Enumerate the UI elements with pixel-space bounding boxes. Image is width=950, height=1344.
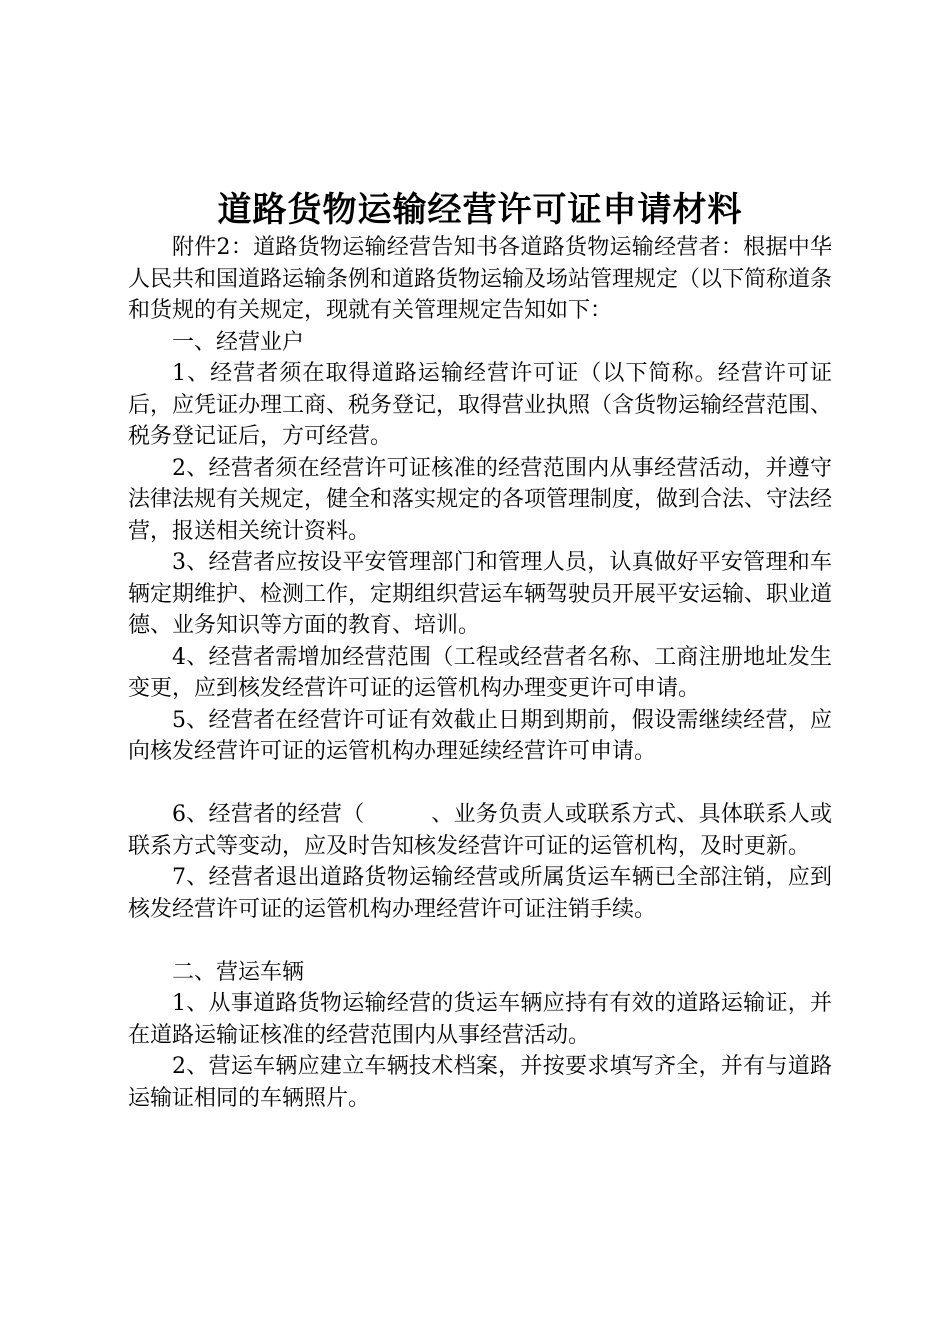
section1-item-3: 3、经营者应按设平安管理部门和管理人员，认真做好平安管理和车辆定期维护、检测工作，定期组织营运车辆驾驶员开展平安运输、职业道德、业务知识等方面的教育、培训。 xyxy=(128,550,833,638)
section1-item-5: 5、经营者在经营许可证有效截止日期到期前，假设需继续经营，应向核发经营许可证的运管机构办理延续经营许可申请。 xyxy=(128,707,832,764)
section1-item-4: 4、经营者需增加经营范围（工程或经营者名称、工商注册地址发生变更，应到核发经营许可证的运管机构办理变更许可申请。 xyxy=(128,644,832,701)
section-heading-operators: 一、经营业户 xyxy=(172,329,305,355)
intro-paragraph: 附件2：道路货物运输经营告知书各道路货物运输经营者：根据中华人民共和国道路运输条例和道路货物运输及场站管理规定（以下简称道条和货规的有关规定，现就有关管理规定告知如下： xyxy=(128,235,833,323)
document-page xyxy=(128,190,832,1114)
section2-item-2: 2、营运车辆应建立车辆技术档案，并按要求填写齐全，并有与道路运输证相同的车辆照片。 xyxy=(128,1054,832,1111)
section1-item-6: 6、经营者的经营（ 、业务负责人或联系方式、具体联系人或联系方式等变动，应及时告知核发经营许可证的运管机构，及时更新。 xyxy=(128,802,832,859)
section1-item-7: 7、经营者退出道路货物运输经营或所属货运车辆已全部注销，应到核发经营许可证的运管机构办理经营许可证注销手续。 xyxy=(128,865,832,922)
document-title: 道路货物运输经营许可证申请材料 xyxy=(217,190,743,230)
section2-item-1: 1、从事道路货物运输经营的货运车辆应持有有效的道路运输证，并在道路运输证核准的经营范围内从事经营活动。 xyxy=(128,991,832,1048)
section-heading-vehicles: 二、营运车辆 xyxy=(172,959,305,985)
section1-item-1: 1、经营者须在取得道路运输经营许可证（以下简称。经营许可证后，应凭证办理工商、税务登记，取得营业执照（含货物运输经营范围、税务登记证后，方可经营。 xyxy=(128,361,833,449)
section1-item-2: 2、经营者须在经营许可证核准的经营范围内从事经营活动，并遵守法律法规有关规定，健全和落实规定的各项管理制度，做到合法、守法经营，报送相关统计资料。 xyxy=(128,455,833,544)
